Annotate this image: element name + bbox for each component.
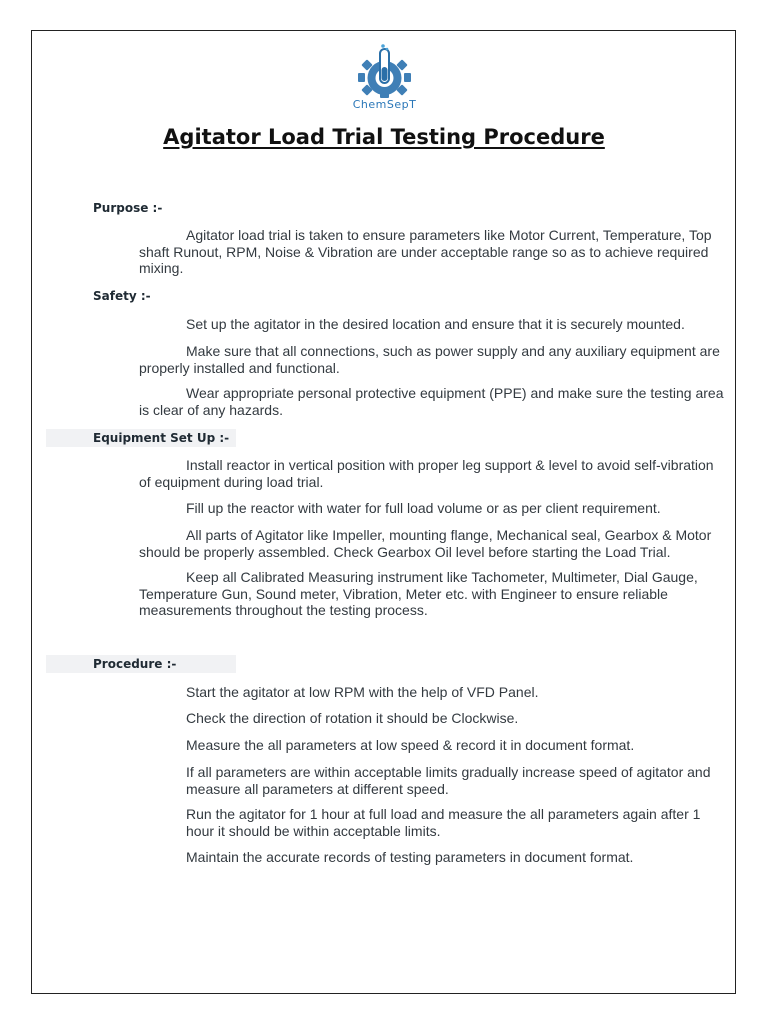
- procedure-step: Run the agitator for 1 hour at full load and measure the all parameters again after 1 hour it should be within acceptable limits.: [186, 806, 701, 839]
- equipment-item: Keep all Calibrated Measuring instrument like Tachometer, Multimeter, Dial Gauge, Temperature Gun, Sound meter, Vibration, Meter etc. with Engineer to ensure reliable measurements throughout the testing process.: [139, 569, 698, 618]
- procedure-step: If all parameters are within acceptable limits gradually increase speed of agitator and measure all parameters at different speed.: [186, 764, 711, 797]
- purpose-paragraph: Agitator load trial is taken to ensure parameters like Motor Current, Temperature, Top shaft Runout, RPM, Noise & Vibration are under acceptable range so as to achieve required mixing.: [139, 227, 712, 276]
- safety-item: Make sure that all connections, such as power supply and any auxiliary equipment are properly installed and functional.: [139, 343, 720, 376]
- procedure-heading: Procedure :-: [93, 657, 177, 671]
- procedure-step: Maintain the accurate records of testing parameters in document format.: [186, 849, 634, 865]
- safety-item: Set up the agitator in the desired location and ensure that it is securely mounted.: [186, 316, 685, 332]
- brand-name: ChemSepT: [352, 98, 417, 111]
- equipment-item: Install reactor in vertical position with proper leg support & level to avoid self-vibration of equipment during load trial.: [139, 457, 714, 490]
- procedure-step: Check the direction of rotation it should be Clockwise.: [186, 710, 519, 726]
- chemsept-logo: [317, 43, 452, 116]
- safety-item: Wear appropriate personal protective equipment (PPE) and make sure the testing area is clear of any hazards.: [139, 385, 724, 418]
- equipment-item: Fill up the reactor with water for full load volume or as per client requirement.: [186, 500, 661, 516]
- gear-flask-icon: [317, 43, 452, 99]
- equipment-item: All parts of Agitator like Impeller, mounting flange, Mechanical seal, Gearbox & Motor should be properly assembled. Check Gearbox Oil level before starting the Load Trial.: [139, 527, 712, 560]
- purpose-heading: Purpose :-: [93, 201, 163, 215]
- page-title: Agitator Load Trial Testing Procedure: [163, 125, 605, 149]
- equipment-heading: Equipment Set Up :-: [93, 431, 230, 445]
- procedure-step: Measure the all parameters at low speed & record it in document format.: [186, 737, 635, 753]
- safety-heading: Safety :-: [93, 289, 151, 303]
- procedure-step: Start the agitator at low RPM with the help of VFD Panel.: [186, 684, 539, 700]
